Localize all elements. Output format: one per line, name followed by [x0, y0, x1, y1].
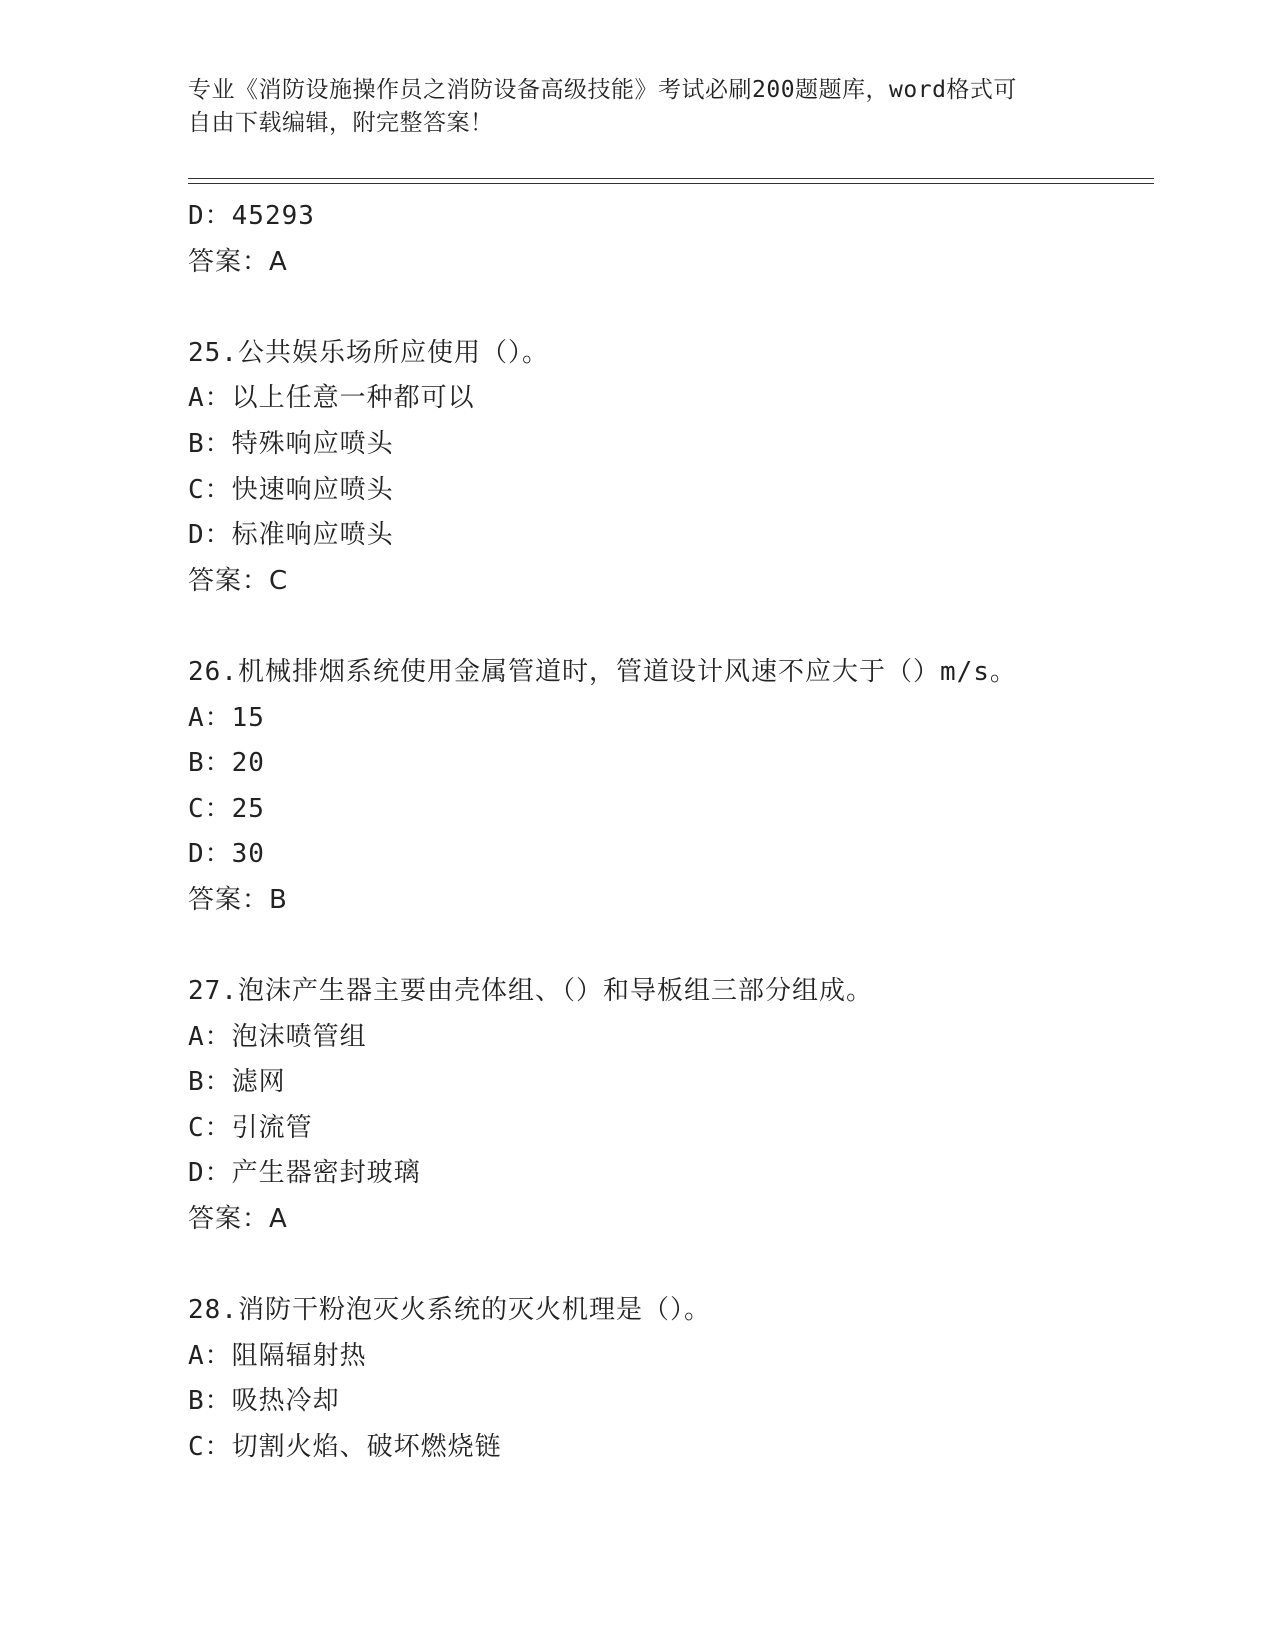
- header-divider-bottom: [188, 183, 1154, 184]
- header-line-1: 专业《消防设施操作员之消防设备高级技能》考试必刷200题题库，word格式可: [188, 77, 1017, 103]
- option-a: A：15: [188, 702, 265, 733]
- option-b: B：特殊响应喷头: [188, 428, 394, 459]
- option-c: C：快速响应喷头: [188, 474, 394, 505]
- question-26: [188, 650, 1154, 924]
- answer: 答案：C: [188, 565, 289, 596]
- question-list: [188, 194, 1154, 1471]
- spacer: [188, 924, 1154, 970]
- question-stem: 25.公共娱乐场所应使用（）。: [188, 337, 549, 368]
- spacer: [188, 1243, 1154, 1289]
- question-stem: 27.泡沫产生器主要由壳体组、（）和导板组三部分组成。: [188, 976, 873, 1007]
- option-c: C：引流管: [188, 1112, 313, 1143]
- spacer: [188, 285, 1154, 331]
- spacer: [188, 604, 1154, 650]
- question-25: [188, 331, 1154, 605]
- option-d: D：30: [188, 839, 265, 870]
- option-d: D：产生器密封玻璃: [188, 1158, 421, 1189]
- option-a: A：阻隔辐射热: [188, 1340, 367, 1371]
- header-divider-top: [188, 178, 1154, 179]
- option-b: B：滤网: [188, 1067, 286, 1098]
- document-header: [188, 74, 1068, 140]
- answer: 答案：A: [188, 1204, 288, 1235]
- prev-answer: 答案：A: [188, 246, 288, 277]
- option-a: A：以上任意一种都可以: [188, 383, 475, 414]
- question-stem: 26.机械排烟系统使用金属管道时，管道设计风速不应大于（）m/s。: [188, 656, 1017, 687]
- option-c: C：切割火焰、破坏燃烧链: [188, 1432, 502, 1463]
- option-b: B：吸热冷却: [188, 1386, 340, 1417]
- question-stem: 28.消防干粉泡灭火系统的灭火机理是（）。: [188, 1295, 711, 1326]
- header-line-2: 自由下载编辑，附完整答案！: [188, 110, 494, 136]
- option-c: C：25: [188, 793, 265, 824]
- option-b: B：20: [188, 748, 265, 779]
- question-28: [188, 1288, 1154, 1470]
- prev-option-d: D：45293: [188, 201, 315, 231]
- option-d: D：标准响应喷头: [188, 520, 394, 551]
- answer: 答案：B: [188, 884, 288, 915]
- option-a: A：泡沫喷管组: [188, 1021, 367, 1052]
- question-27: [188, 969, 1154, 1243]
